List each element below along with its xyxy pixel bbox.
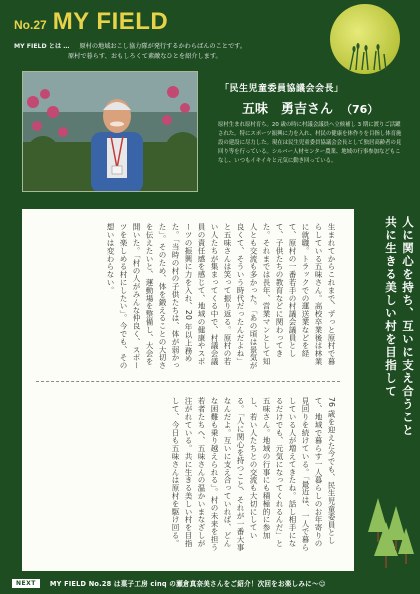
article-paragraph-bottom: 76 歳を迎えた今でも、民生児童委員として、地域で暮らす一人暮らしのお年寄りの見回りを続けている。「最近は、一人で暮らしている人が増えてきたね。話し相手になるだけでも、元気になってくれるんだ」と五味さん。地域の行事にも積極的に参加し、若い人たちとの交流も大切にしている。「人に関心を持つこと、それが一番大事なんだよ。互いに支え合っていれば、どんな困難も乗り越えられる」。村の未来を担う若者たちへ、五味さんの温かいまなざしが注がれている。共に生きる美しい村を目指して、今日も五味さんは原村を駆け回る。 bbox=[171, 397, 336, 552]
article-divider bbox=[36, 381, 340, 382]
profile-bio: 原村生まれ原村育ち。20 歳の時に村議会議員へ立候補し 3 期に渡りご活躍された。特にスポーツ振興に力を入れ、村民の健康を体作りを目指し体育施設の建設に尽力した。現在は民生児童委員協議会会長として独居高齢者の見回り等を行っている。シルバー人材センター農業、地域の行事参加などもこなし、いつもイキイキと元気に動き回っている。 bbox=[218, 122, 402, 164]
profile-title: 「民生児童委員協議会会長」 bbox=[220, 84, 344, 94]
portrait-photo-illustration bbox=[23, 72, 198, 192]
trees-illustration-icon bbox=[366, 492, 414, 570]
portrait-photo bbox=[22, 71, 198, 192]
article-box bbox=[22, 209, 354, 571]
intro-line-2: 原村で暮らす、おもしろくて素敵なひとを紹介します。 bbox=[68, 53, 222, 60]
profile-name-line bbox=[242, 98, 378, 117]
newsletter-title: MY FIELD bbox=[52, 8, 169, 35]
footer-next bbox=[12, 576, 326, 590]
headline-line-1: 人に関心を持ち、互いに支え合うこと bbox=[401, 216, 415, 437]
side-headline bbox=[358, 216, 416, 496]
intro-key: MY FIELD とは … bbox=[14, 43, 70, 50]
issue-number: No.27 bbox=[14, 18, 47, 32]
headline-line-2: 共に生きる美しい村を目指して bbox=[384, 216, 398, 398]
profile-name: 五味 勇吉さん bbox=[242, 102, 334, 117]
profile-age: （76） bbox=[341, 103, 379, 116]
article-paragraph-top: 生まれてからこれまで、ずっと原村で暮らしている五味さん。高校卒業後は林業に就職。トラックでの運送業などを経て、原村の一番若手の村議会議員として、子供たちの教育などに関わってきた。それまでは長年、営業マンとして知人とも交流も多かった。「あの頃は景気が良くて、そういう時代だったんだよね」と五味さんは笑って振り返る。原村の若い人たちが集まってくる中で、村議会議員の責任感を感じて、地域の健康やスポーツの振興に力を入れ、20 年以上務めた。「当時の村の子供たちは、体が弱かった」。そのため、体を鍛えることの大切さを伝えたいと、運動場を整備し、大会を開いた。「村の人がみんな仲良く、スポーツを楽しめる村にしたい」。今でも、その想いは変わらない。 bbox=[106, 223, 336, 370]
next-badge: NEXT bbox=[12, 579, 40, 588]
next-issue-text: MY FIELD No.28 は菓子工房 cinq の瀬倉真奈美さんをご紹介！次回をお楽しみに～☺ bbox=[49, 580, 326, 588]
intro-text bbox=[14, 42, 344, 62]
grass-silhouette-icon bbox=[346, 42, 390, 70]
masthead bbox=[14, 8, 168, 44]
intro-line-1: 原村の地域おこし協力隊が発行するかわらばんのことです。 bbox=[79, 43, 247, 50]
